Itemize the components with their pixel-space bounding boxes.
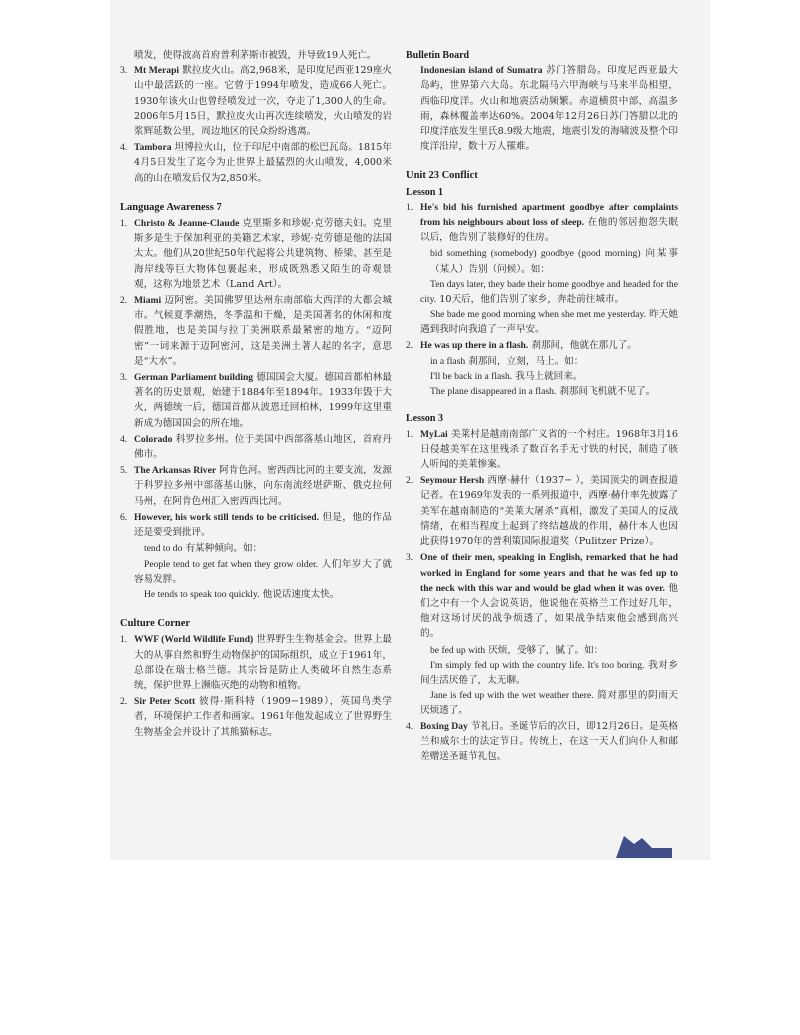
phrase-line: tend to do 有某种倾向。如：	[144, 543, 263, 555]
right-column	[406, 48, 678, 765]
lesson-heading: Lesson 3	[406, 413, 443, 425]
lesson1-item: 1. He's bid his furnished apartment goodbye after complaints from his neighbours about loss of sleep. 在他的邻居抱怨失眠以后，他告别了装修好的住房。	[406, 201, 679, 244]
phrase-line: bid something (somebody) goodbye (good morning) 向某事（某人）告别（问候）。如：	[430, 248, 678, 275]
example-line: She bade me good morning when she met me yesterday. 昨天她遇到我时向我道了一声早安。	[420, 309, 678, 336]
la-item: 2. Miami 迈阿密。美国佛罗里达州东南部临大西洋的大都会城市。气候夏季潮热，冬季温和干燥，是美国著名的休闲和度假胜地，也是美国与拉丁美洲联系最紧密的地方。“迈阿密”一词来源于迈阿密河，这是美洲土著人起的名字，意思是“大水”。	[120, 295, 392, 367]
lesson1-item: 2. He was up there in a flash. 刹那间，他就在那儿了。	[406, 339, 637, 351]
intro-text: 喷发，使得波高首府普利茅斯市被毁，并导致19人死亡。	[134, 50, 377, 61]
unit-title: Unit 23 Conflict	[406, 170, 478, 182]
document-page	[110, 0, 710, 860]
lesson3-item: 2. Seymour Hersh 西摩·赫什（1937− ），美国顶尖的调查报道记者。在1969年发表的一系列报道中，西摩·赫什率先披露了美军在越南制造的“美莱大屠杀”真相，激发了美国人的反战情绪，在相当程度上起到了终结越战的作用，赫什本人也因此获得1970年的普利策国际报道奖（Pulitzer Prize）。	[406, 475, 678, 548]
example-line: I'm simply fed up with the country life. It's too boring. 我对乡间生活厌倦了，太无聊。	[420, 659, 678, 686]
definition: 默拉皮火山。高2,968米，是印度尼西亚129座火山中最活跃的一座。它曾于1994年喷发，造成66人死亡。1930年该火山也曾经喷发过一次，夺走了1,300人的生命。2006年5月15日，默拉皮火山再次连续喷发，火山喷发的岩浆辉延数公里，周边地区的民众纷纷逃离。	[134, 65, 392, 138]
cc-item: 1. WWF (World Wildlife Fund) 世界野生生物基金会。世界上最大的从事自然和野生动物保护的国际组织，成立于1961年，总部设在瑞士格兰德。其宗旨是防止人类破坏自然生态系统，保护世界上濒临灭绝的动物和植物。	[120, 634, 393, 691]
example-line: He tends to speak too quickly. 他说话速度太快。	[144, 588, 340, 600]
cc-item: 2. Sir Peter Scott 彼得·斯科特（1909−1989），英国鸟类学者，环境保护工作者和画家。1961年他发起成立了世界野生生物基金会并设计了其熊猫标志。	[120, 696, 392, 738]
phrase-line: be fed up with 厌烦，受够了，腻了。如：	[430, 644, 604, 656]
example-line: I'll be back in a flash. 我马上就回来。	[430, 371, 583, 383]
phrase-line: in a flash 刹那间，立刻，马上。如：	[430, 355, 584, 367]
lesson3-item: 1. MyLai 美莱村是越南南部广义省的一个村庄。1968年3月16日侵越美军在这里残杀了数百名手无寸铁的村民，制造了骇人听闻的美莱惨案。	[406, 428, 678, 471]
section-heading-bulletin-board: Bulletin Board	[406, 50, 470, 61]
example-line: Ten days later, they bade their home goodbye and headed for the city. 10天后，他们告别了家乡，奔赴前往城市。	[420, 278, 678, 306]
section-heading-culture-corner: Culture Corner	[120, 618, 191, 630]
volcano-item-merapi: 3. Mt Merapi 默拉皮火山。高2,968米，是印度尼西亚129座火山中最活跃的一座。它曾于1994年喷发，造成66人死亡。1930年该火山也曾经喷发过一次，夺走了1,300人的生命。2006年5月15日，默拉皮火山再次连续喷发，火山喷发的岩浆辉延数公里，周边地区的民众纷纷逃离。	[120, 65, 392, 138]
example-line: People tend to get fat when they grow older. 人们年岁大了就容易发胖。	[134, 558, 392, 585]
bulletin-text: Indonesian island of Sumatra 苏门答腊岛。印度尼西亚最大岛屿，世界第六大岛。东北隔马六甲海峡与马来半岛相望，西临印度洋。火山和地震活动频繁。赤道横贯中部，高温多雨，森林覆盖率达60%。2004年12月26日苏门答腊以北的印度洋底发生里氏8.9级大地震，地震引发的海啸波及整个印度洋沿岸，数十万人罹难。	[420, 65, 678, 153]
example-line: Jane is fed up with the wet weather there. 简对那里的阴雨天厌烦透了。	[420, 690, 678, 717]
la-item: 3. German Parliament building 德国国会大厦。德国首都柏林最著名的历史景观，始建于1884年至1894年。1933年毁于大火，两德统一后，德国首都从波恩迁回柏林，1999年这里重新成为德国国会的所在地。	[120, 372, 393, 429]
term: Mt Merapi	[134, 65, 180, 77]
la-item: 5. The Arkansas River 阿肯色河。密西西比河的主要支流，发源于科罗拉多州中部落基山脉，向东南流经堪萨斯、俄克拉何马州，在阿肯色州汇入密西西比河。	[120, 465, 392, 507]
example-line: The plane disappeared in a flash. 刹那间飞机就不见了。	[430, 386, 656, 398]
section-heading-language-awareness: Language Awareness 7	[120, 201, 222, 213]
page-corner-decoration-icon	[612, 834, 672, 858]
la-item: 4. Colorado 科罗拉多州。位于美国中西部落基山地区，首府丹佛市。	[120, 433, 392, 461]
lesson3-item: 4. Boxing Day 节礼日。圣诞节后的次日，即12月26日。是英格兰和威尔士的法定节日。传统上，在这一天人们向仆人和邮差赠送圣诞节礼包。	[406, 720, 678, 762]
definition: 坦博拉火山，位于印尼中南部的松巴瓦岛。1815年4月5日发生了迄今为止世界上最猛烈的火山喷发，4,000米高的山在喷发后仅为2,850米。	[134, 142, 392, 184]
volcano-item-tambora: 4. Tambora 坦博拉火山，位于印尼中南部的松巴瓦岛。1815年4月5日发生了迄今为止世界上最猛烈的火山喷发，4,000米高的山在喷发后仅为2,850米。	[120, 142, 392, 184]
corner-mark	[616, 836, 672, 858]
term: Tambora	[134, 142, 172, 154]
la-item: 1. Christo & Jeanne-Claude 克里斯多和珍妮·克劳德夫妇。克里斯多是生于保加利亚的美籍艺术家，珍妮·克劳德是他的法国太太。他们从20世纪50年代起将公共建筑物、桥梁、甚至是海岸线等巨大物体包裹起来，形成既熟悉又陌生的奇观景观，这称为地景艺术（Land Art）。	[120, 218, 392, 290]
left-column	[120, 48, 392, 741]
la-item-sentence: 6. However, his work still tends to be criticised. 但是，他的作品还是要受到批评。	[120, 511, 392, 539]
lesson-heading: Lesson 1	[406, 186, 443, 198]
lesson3-item: 3. One of their men, speaking in English, remarked that he had worked in England for some years and that he was fed up to the neck with this war and would be glad when it was over. 他们之中有一个人会说英语，他说他在英格兰工作过好几年，他对这场讨厌的战争烦透了，如果战争结束他会感到高兴的。	[406, 552, 678, 640]
